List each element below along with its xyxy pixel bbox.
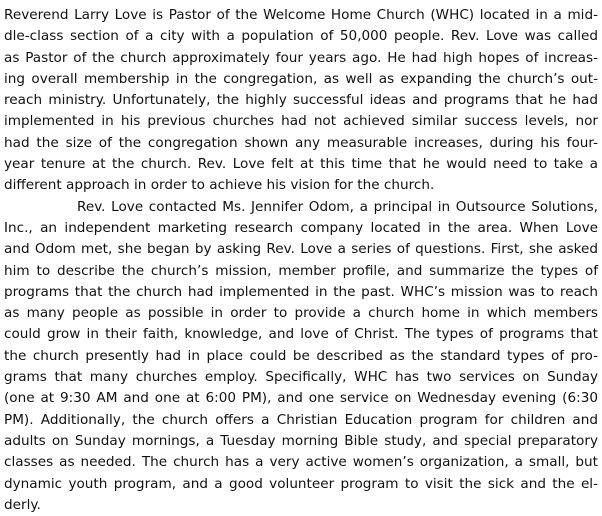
text-line: implemented in his previous churches had not achieved similar success levels, nor (4, 113, 598, 130)
text-line: PM). Additionally, the church offers a Christian Education program for children and (4, 411, 598, 428)
text-line: reach ministry. Unfortunately, the highly successful ideas and programs that he had (4, 92, 598, 109)
text-line: had the size of the congregation shown any measurable increases, during his four- (4, 134, 598, 151)
paragraph-2 (4, 197, 598, 516)
text-line: dle-class section of a city with a population of 50,000 people. Rev. Love was called (4, 28, 598, 45)
text-line: and Odom met, she began by asking Rev. Love a series of questions. First, she asked (4, 241, 598, 258)
text-line: adults on Sunday mornings, a Tuesday morning Bible study, and special preparatory (4, 432, 598, 449)
text-line: different approach in order to achieve his vision for the church. (4, 177, 435, 194)
text-line: as many people as possible in order to provide a church home in which members (4, 305, 598, 322)
text-line: Inc., an independent marketing research company located in the area. When Love (4, 219, 598, 236)
text-line: derly. (4, 496, 41, 513)
text-line: (one at 9:30 AM and one at 6:00 PM), and one service on Wednesday evening (6:30 (4, 390, 598, 407)
text-line: Rev. Love contacted Ms. Jennifer Odom, a principal in Outsource Solutions, (77, 198, 598, 215)
text-line: programs that the church had implemented in the past. WHC’s mission was to reach (4, 283, 598, 300)
text-line: dynamic youth program, and a good volunteer program to visit the sick and the el- (4, 475, 598, 492)
text-line: classes as needed. The church has a very active women’s organization, a small, but (4, 454, 598, 471)
text-line: as Pastor of the church approximately four years ago. He had high hopes of increas- (4, 49, 598, 66)
text-line: the church presently had in place could be described as the standard types of pro- (4, 347, 598, 364)
text-line: grams that many churches employ. Specifically, WHC has two services on Sunday (4, 369, 598, 386)
text-line: Reverend Larry Love is Pastor of the Welcome Home Church (WHC) located in a mid- (4, 7, 598, 23)
paragraph-1 (4, 5, 598, 197)
text-line: him to describe the church’s mission, member profile, and summarize the types of (4, 262, 598, 279)
text-line: ing overall membership in the congregation, as well as expanding the church’s out- (4, 70, 598, 87)
text-line: year tenure at the church. Rev. Love felt at this time that he would need to take a (4, 156, 598, 173)
text-line: could grow in their faith, knowledge, and love of Christ. The types of programs that (4, 326, 598, 343)
